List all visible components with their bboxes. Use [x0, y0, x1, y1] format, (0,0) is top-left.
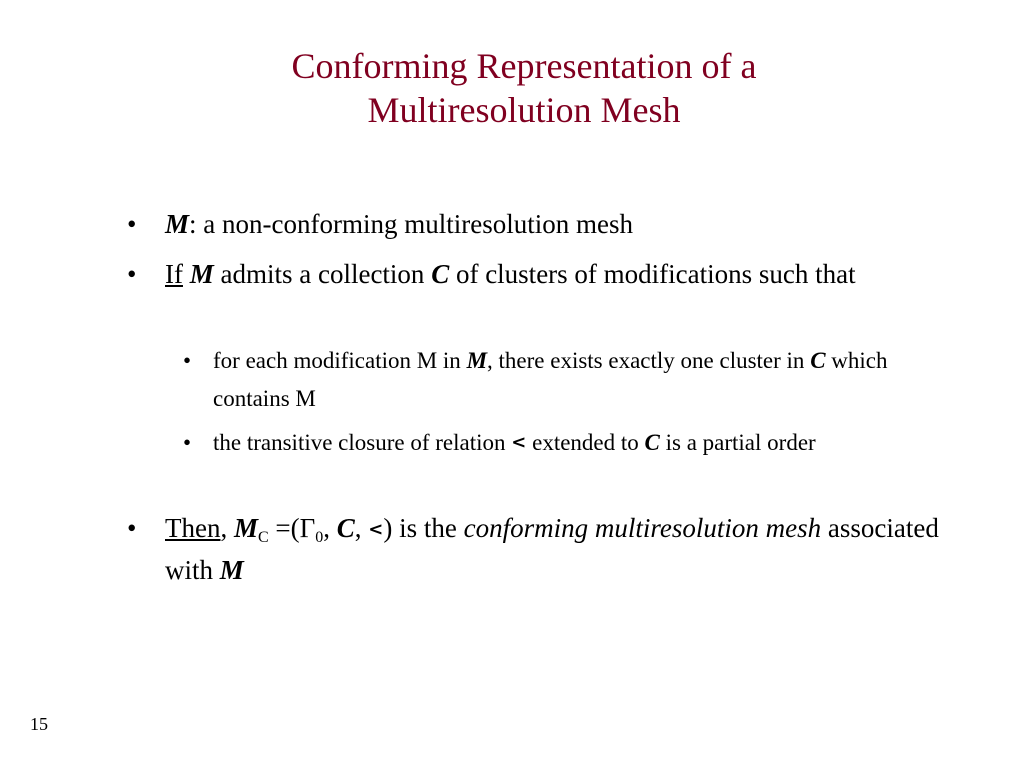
bullet-text: of clusters of modifications such that	[449, 259, 856, 289]
bullet-text: ) is the	[383, 513, 464, 543]
symbol-m: M	[466, 348, 488, 373]
bullet-text: ,	[220, 513, 234, 543]
symbol-c: C	[644, 430, 660, 455]
subbullet-text: , there exists exactly one cluster in	[487, 348, 811, 373]
bullet-text: admits a collection	[213, 259, 432, 289]
bullet-text: associated with	[165, 513, 939, 585]
bullet-text: : a non-conforming multiresolution mesh	[189, 209, 633, 239]
subbullet-partial-order	[183, 424, 953, 462]
symbol-c: C	[431, 259, 450, 289]
subbullet-text: for each modification M in	[213, 348, 467, 373]
subbullet-text: extended to	[526, 430, 645, 455]
subbullet-text: is a partial order	[659, 430, 816, 455]
symbol-c: C	[810, 348, 826, 373]
symbol-m: M	[189, 259, 214, 289]
bullet-marker: •	[183, 430, 192, 455]
bullet-text: ,	[323, 513, 337, 543]
subscript-c: C	[258, 529, 269, 546]
bullet-if-condition	[127, 254, 955, 294]
slide-title	[0, 44, 1024, 132]
bullet-then-definition	[127, 508, 965, 590]
symbol-m: M	[233, 513, 258, 543]
precedence-symbol: <	[368, 519, 384, 540]
conforming-term: conforming multiresolution mesh	[463, 513, 822, 543]
then-word: Then	[165, 513, 221, 543]
bullet-text: ,	[354, 513, 369, 543]
bullet-marker: •	[127, 259, 137, 289]
symbol-m: M	[219, 555, 244, 585]
subscript-0: 0	[315, 529, 324, 546]
symbol-c: C	[336, 513, 355, 543]
subbullet-text: which contains M	[213, 348, 888, 411]
bullet-marker: •	[127, 513, 137, 543]
subbullet-text: the transitive closure of relation	[213, 430, 512, 455]
page-number: 15	[30, 714, 48, 734]
title-line-2: Multiresolution Mesh	[367, 90, 681, 130]
bullet-marker: •	[127, 209, 137, 239]
title-line-1: Conforming Representation of a	[291, 46, 757, 86]
precedence-symbol: <	[511, 432, 527, 453]
subbullet-unique-cluster	[183, 342, 953, 418]
if-word: If	[165, 259, 183, 289]
bullet-nonconforming-mesh	[127, 204, 955, 244]
bullet-text: =(Γ	[268, 513, 316, 543]
symbol-m: M	[165, 209, 190, 239]
bullet-marker: •	[183, 348, 192, 373]
